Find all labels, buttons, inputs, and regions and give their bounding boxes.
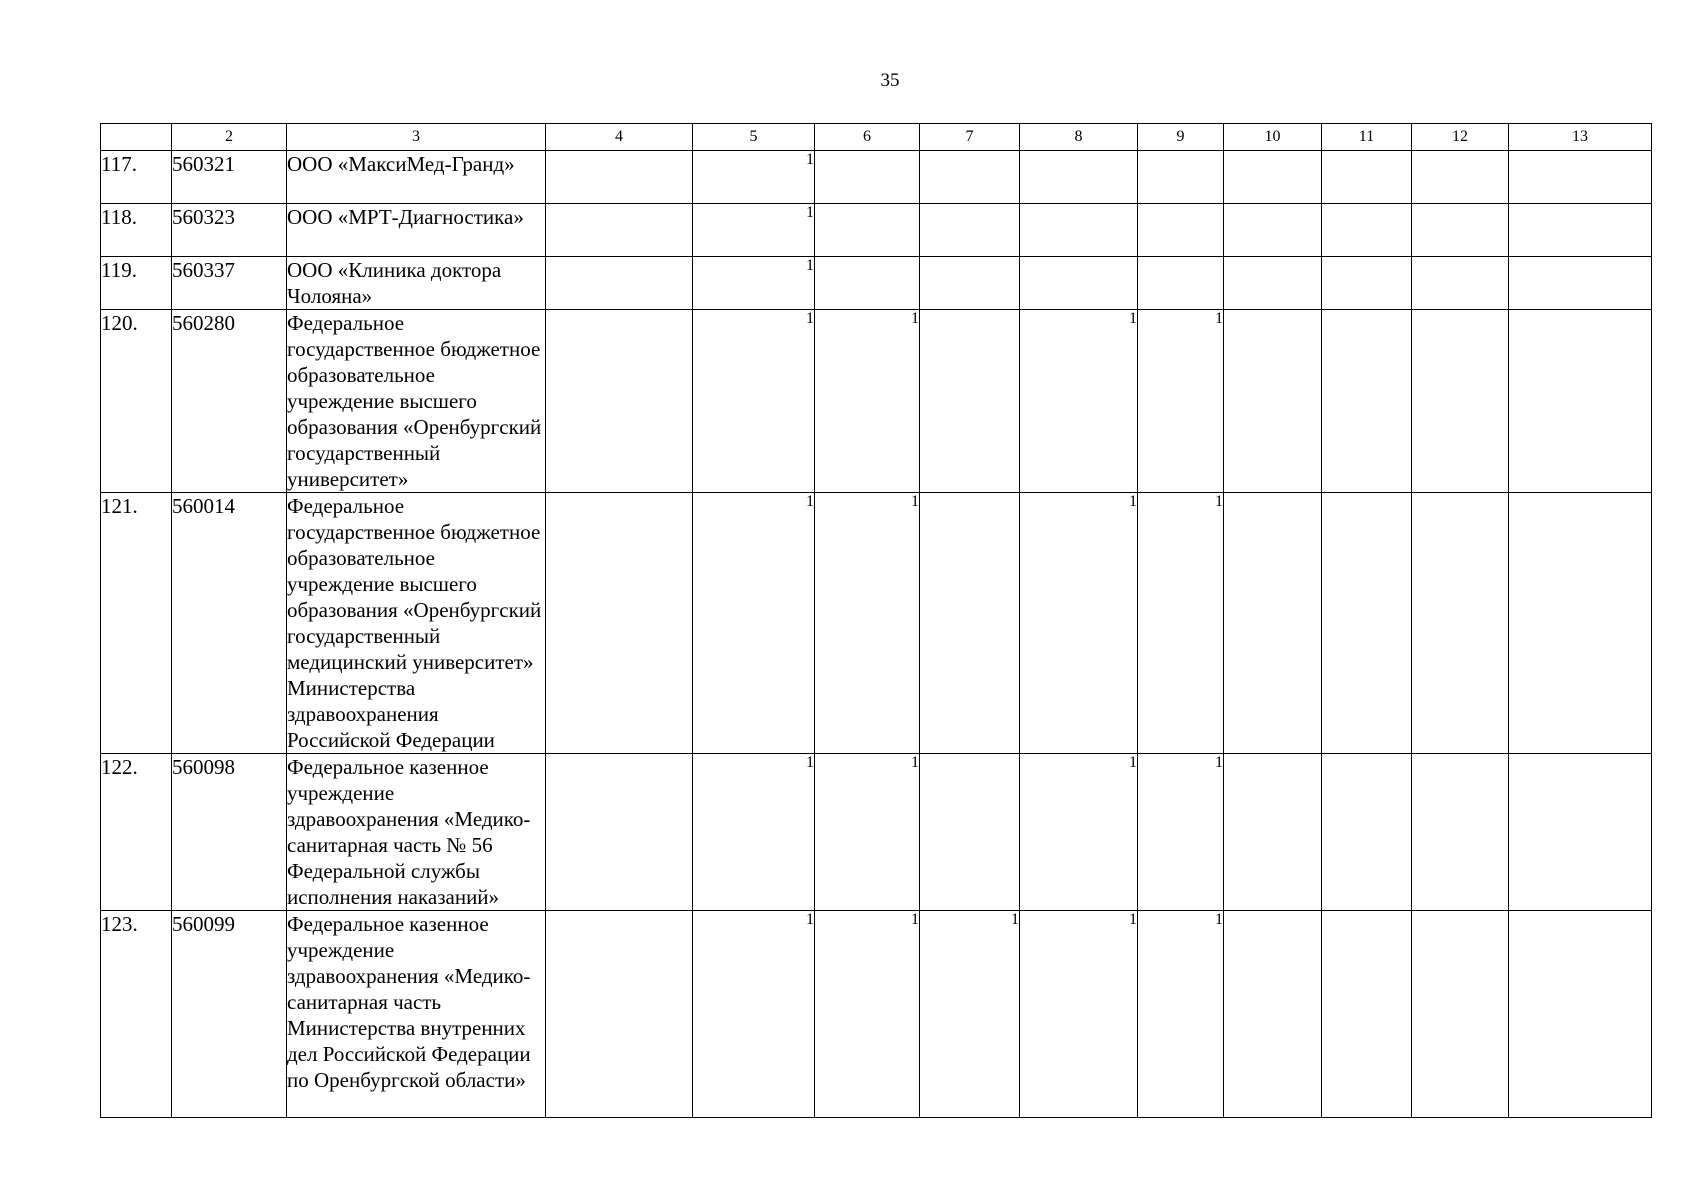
cell-col-6 (815, 204, 920, 257)
cell-col-6: 1 (815, 493, 920, 754)
cell-col-13 (1509, 754, 1652, 911)
org-name: Федеральное государственное бюджетное образовательное учреждение высшего образования «Оренбургский государственный университет» (287, 310, 546, 493)
cell-col-11 (1322, 754, 1412, 911)
column-header: 11 (1322, 124, 1412, 151)
table-row (101, 493, 1652, 754)
cell-col-5: 1 (693, 911, 815, 1118)
row-number: 119. (101, 257, 172, 310)
cell-col-13 (1509, 310, 1652, 493)
cell-col-7 (920, 204, 1020, 257)
column-header: 3 (287, 124, 546, 151)
cell-col-9 (1138, 151, 1224, 204)
cell-col-6: 1 (815, 754, 920, 911)
org-code: 560099 (172, 911, 287, 1118)
cell-col-5: 1 (693, 310, 815, 493)
page-number: 35 (880, 70, 900, 91)
org-name: Федеральное казенное учреждение здравоохранения «Медико-санитарная часть № 56 Федеральной службы исполнения наказаний» (287, 754, 546, 911)
cell-col-11 (1322, 310, 1412, 493)
row-number: 120. (101, 310, 172, 493)
row-number: 123. (101, 911, 172, 1118)
table-row (101, 754, 1652, 911)
row-number: 121. (101, 493, 172, 754)
org-name: Федеральное государственное бюджетное образовательное учреждение высшего образования «Оренбургский государственный медицинский университет» Министерства здравоохранения Российской Федерации (287, 493, 546, 754)
cell-col-8 (1020, 151, 1138, 204)
column-header: 4 (546, 124, 693, 151)
cell-col-11 (1322, 204, 1412, 257)
cell-col-10 (1224, 257, 1322, 310)
cell-col-8: 1 (1020, 310, 1138, 493)
column-header: 2 (172, 124, 287, 151)
org-code: 560323 (172, 204, 287, 257)
org-code: 560098 (172, 754, 287, 911)
cell-col-7 (920, 151, 1020, 204)
cell-col-11 (1322, 493, 1412, 754)
column-header: 10 (1224, 124, 1322, 151)
cell-col-11 (1322, 151, 1412, 204)
org-code: 560280 (172, 310, 287, 493)
row-number: 122. (101, 754, 172, 911)
cell-col-11 (1322, 911, 1412, 1118)
cell-col-4 (546, 911, 693, 1118)
cell-col-13 (1509, 151, 1652, 204)
cell-col-5: 1 (693, 151, 815, 204)
cell-col-7 (920, 493, 1020, 754)
column-header (101, 124, 172, 151)
cell-col-4 (546, 754, 693, 911)
cell-col-12 (1412, 151, 1509, 204)
header-row (101, 124, 1652, 151)
cell-col-12 (1412, 754, 1509, 911)
cell-col-13 (1509, 493, 1652, 754)
column-header: 12 (1412, 124, 1509, 151)
cell-col-10 (1224, 151, 1322, 204)
cell-col-10 (1224, 911, 1322, 1118)
cell-col-13 (1509, 911, 1652, 1118)
cell-col-12 (1412, 493, 1509, 754)
org-code: 560337 (172, 257, 287, 310)
cell-col-6: 1 (815, 911, 920, 1118)
org-name: ООО «Клиника доктора Чолояна» (287, 257, 546, 310)
cell-col-9: 1 (1138, 911, 1224, 1118)
cell-col-7 (920, 310, 1020, 493)
cell-col-5: 1 (693, 257, 815, 310)
org-name: ООО «МРТ-Диагностика» (287, 204, 546, 257)
table-row (101, 151, 1652, 204)
cell-col-8: 1 (1020, 754, 1138, 911)
cell-col-11 (1322, 257, 1412, 310)
cell-col-10 (1224, 493, 1322, 754)
cell-col-8: 1 (1020, 911, 1138, 1118)
cell-col-10 (1224, 310, 1322, 493)
column-header: 5 (693, 124, 815, 151)
cell-col-5: 1 (693, 754, 815, 911)
cell-col-4 (546, 257, 693, 310)
cell-col-12 (1412, 204, 1509, 257)
cell-col-6: 1 (815, 310, 920, 493)
cell-col-6 (815, 151, 920, 204)
org-name: Федеральное казенное учреждение здравоохранения «Медико-санитарная часть Министерства внутренних дел Российской Федерации по Оренбургской области» (287, 911, 546, 1118)
table-row (101, 204, 1652, 257)
table-row (101, 911, 1652, 1118)
column-header: 13 (1509, 124, 1652, 151)
cell-col-9: 1 (1138, 310, 1224, 493)
cell-col-9: 1 (1138, 493, 1224, 754)
org-name: ООО «МаксиМед-Гранд» (287, 151, 546, 204)
column-header: 9 (1138, 124, 1224, 151)
cell-col-9 (1138, 204, 1224, 257)
cell-col-13 (1509, 204, 1652, 257)
cell-col-12 (1412, 257, 1509, 310)
cell-col-9: 1 (1138, 754, 1224, 911)
cell-col-4 (546, 493, 693, 754)
cell-col-10 (1224, 754, 1322, 911)
cell-col-5: 1 (693, 493, 815, 754)
cell-col-12 (1412, 310, 1509, 493)
column-header: 8 (1020, 124, 1138, 151)
table-row (101, 310, 1652, 493)
cell-col-4 (546, 204, 693, 257)
cell-col-4 (546, 151, 693, 204)
cell-col-12 (1412, 911, 1509, 1118)
row-number: 117. (101, 151, 172, 204)
cell-col-13 (1509, 257, 1652, 310)
column-header: 6 (815, 124, 920, 151)
cell-col-7 (920, 754, 1020, 911)
row-number: 118. (101, 204, 172, 257)
cell-col-9 (1138, 257, 1224, 310)
cell-col-5: 1 (693, 204, 815, 257)
cell-col-7 (920, 257, 1020, 310)
column-header: 7 (920, 124, 1020, 151)
org-code: 560321 (172, 151, 287, 204)
cell-col-10 (1224, 204, 1322, 257)
cell-col-4 (546, 310, 693, 493)
cell-col-6 (815, 257, 920, 310)
org-code: 560014 (172, 493, 287, 754)
cell-col-7: 1 (920, 911, 1020, 1118)
cell-col-8: 1 (1020, 493, 1138, 754)
cell-col-8 (1020, 257, 1138, 310)
cell-col-8 (1020, 204, 1138, 257)
table-row (101, 257, 1652, 310)
registry-table (100, 123, 1652, 1118)
